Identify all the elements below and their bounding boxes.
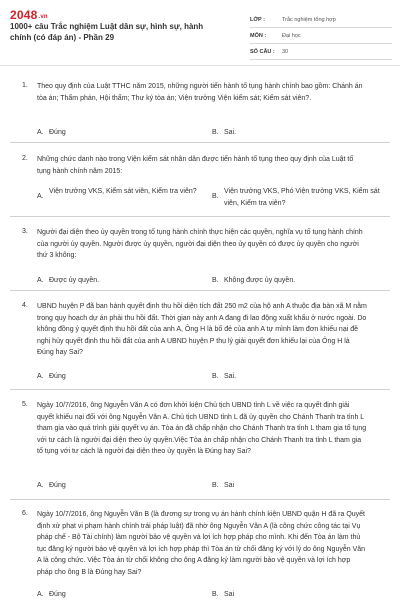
page-header [0,0,400,66]
option-letter: B. [212,277,219,284]
meta-row-count [250,44,392,60]
option-letter: A. [37,277,44,284]
option-text: Sai [224,591,235,598]
logo-suffix: .vn [38,14,48,20]
question-text: Ngày 10/7/2016, ông Nguyễn Văn A có đơn khởi kiện Chủ tịch UBND tỉnh L về việc ra quyết định giải quyết khiếu nại đối với ông Nguyễn Văn A. Chủ tịch UBND tỉnh L đã ủy quyền cho Chánh Thanh tra tỉnh L tham gia vào quá trình giải quyết vụ án. Tòa án đã chấp nhận cho Chánh Thanh tra tỉnh L tham gia tố tụng với tư cách là người đại diện theo ủy quyền.Việc Tòa án chấp nhận cho Chánh Thanh tra tỉnh L tham gia tố tụng với tư cách là người đại diện theo ủy quyền là Đúng hay Sai? [37,402,367,455]
document-title: 1000+ câu Trắc nghiệm Luật dân sự, hình sự, hành chính (có đáp án) - Phần 29 [10,22,204,42]
option-letter: B. [212,482,219,489]
question-number: 6. [22,510,28,517]
option-letter: A. [37,591,44,598]
site-logo[interactable] [10,8,48,22]
divider [10,290,390,291]
option-letter: A. [37,129,44,136]
option-text: Viện trưởng VKS, Kiểm sát viên, Kiểm tra viên? [49,188,197,195]
question-number: 3. [22,228,28,235]
option-text: Sai. [224,129,237,136]
meta-label: SỐ CÂU : [250,48,275,55]
question-text: Những chức danh nào trong Viện kiểm sát nhân dân được tiến hành tố tụng theo quy định của Luật tố tụng hành chính năm 2015: [37,156,354,175]
question-number: 2. [22,155,28,162]
option-letter: B. [212,591,219,598]
document-meta [250,12,392,60]
question-text: Người đại diện theo ủy quyền trong tố tụng hành chính thực hiện các quyền, nghĩa vụ tố tụng hành chính của người ủy quyền. Người được ủy quyền, người đại diện theo ủy quyền có được ủy quyền cho người thứ 3 không: [37,229,363,259]
divider [10,216,390,217]
divider [10,142,390,143]
option-letter: A. [37,373,44,380]
question-text: Ngày 10/7/2016, ông Nguyễn Văn B (là đương sự trong vụ án hành chính kiện UBND quận H đã ra Quyết định xử phạt vi phạm hành chính trái pháp luật) đã nhờ ông Nguyễn Văn A (là công chức công tác tại Vụ pháp chế - Bộ Tài chính) làm người bảo vệ quyền và lợi ích hợp pháp cho mình. Khi đến Tòa án làm thủ tục đăng ký người bảo vệ quyền và lợi ích hợp pháp thì Tòa án từ chối đăng ký với lý do ông Nguyễn Văn A là công chức. Việc Tòa án từ chối không cho ông A đăng ký làm người bảo vệ quyền và lợi ích hợp pháp cho ông B là Đúng hay Sai? [37,511,366,576]
divider [10,389,390,390]
meta-value: Trắc nghiệm tổng hợp [282,16,336,23]
option-text: Đúng [49,373,66,380]
option-letter: A. [37,482,44,489]
option-text: Đúng [49,591,66,598]
option-text: Đúng [49,129,66,136]
option-text: Được ủy quyền. [49,277,100,284]
option-text: Sai [224,482,235,489]
meta-value: Đại học [282,32,301,39]
meta-label: LỚP : [250,16,265,23]
meta-value: 30 [282,48,289,55]
question-text: UBND huyện P đã ban hành quyết định thu hồi diện tích đất 250 m2 của hộ anh A thuộc địa bàn xã M nằm trong quy hoạch dự án phải thu hồi đất. Thời gian này anh A đang đi lao động xuất khẩu ở nước ngoài. Do không đồng ý quyết định thu hồi đất của anh A, Ông H là bố đẻ của anh A tự mình làm đơn khiếu nại đề nghị hủy quyết định thu hồi đất của anh A UBND huyện P thụ lý giải quyết đơn khiếu lại của Ông H là Đúng hay Sai? [37,303,367,356]
option-text: Viện trưởng VKS, Phó Viện trưởng VKS, Kiểm sát viên, Kiểm tra viên? [224,188,380,207]
logo-main: 2048 [10,8,38,22]
option-letter: B. [212,373,219,380]
option-text: Đúng [49,482,66,489]
question-number: 1. [22,82,28,89]
option-letter: B. [212,193,219,200]
meta-row-class [250,12,392,28]
question-text: Theo quy định của Luật TTHC năm 2015, những người tiến hành tố tụng hành chính bao gồm: Chánh án tòa án; Thẩm phán, Hội thẩm; Thư ký tòa án; Viện trưởng Viện kiểm sát; Kiểm sát viên?. [37,83,363,102]
meta-label: MÔN : [250,32,267,39]
option-letter: A. [37,193,44,200]
meta-row-subject [250,28,392,44]
option-letter: B. [212,129,219,136]
divider [10,499,390,500]
question-number: 5. [22,401,28,408]
question-number: 4. [22,302,28,309]
option-text: Không được ủy quyền. [224,277,296,284]
option-text: Sai. [224,373,237,380]
